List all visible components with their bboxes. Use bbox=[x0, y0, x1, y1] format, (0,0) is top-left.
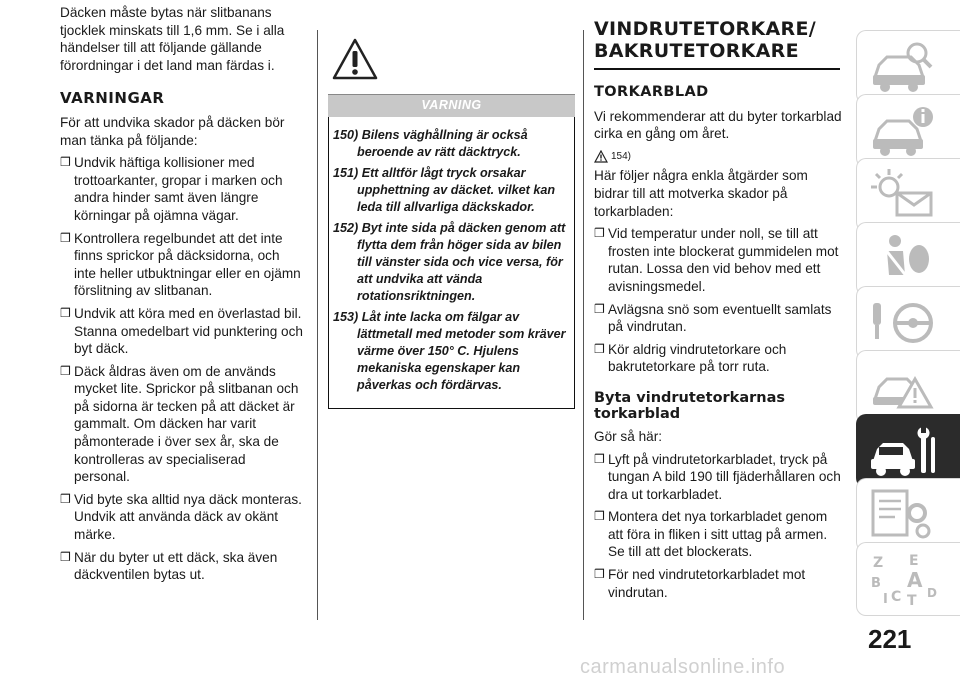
intro-text: Däcken måste bytas när slitbanans tjocklek minskats till 1,6 mm. Se i alla händelser till att följande gällande förordningar i det land man färdas i. bbox=[60, 5, 285, 73]
list-item: ❒ Undvik att köra med en överlastad bil. Stanna omedelbart vid punktering och byt däck. bbox=[60, 305, 303, 357]
checkbox-bullet-icon: ❒ bbox=[594, 301, 605, 316]
list-item: ❒ Vid temperatur under noll, se till att frosten inte blockerat gummidelen mot rutan. Lossa den vid behov med ett avisningsmedel. bbox=[594, 226, 839, 294]
sidebar-tab-emergency[interactable] bbox=[856, 350, 960, 424]
subsection-title: TORKARBLAD bbox=[594, 84, 709, 100]
subsection-title: Byta vindrutetorkarnas torkarblad bbox=[594, 389, 785, 422]
checkbox-bullet-icon: ❒ bbox=[60, 230, 71, 245]
warning-reference: 154) bbox=[594, 148, 846, 166]
svg-text:I: I bbox=[883, 592, 888, 607]
svg-text:Z: Z bbox=[873, 555, 884, 571]
warnings-list bbox=[60, 154, 305, 584]
warnings-heading: VARNINGAR bbox=[60, 89, 165, 108]
sidebar-tab-maintenance[interactable] bbox=[856, 414, 960, 488]
list-item: ❒ Avlägsna snö som eventuellt samlats på vindrutan. bbox=[594, 301, 832, 335]
svg-text:B: B bbox=[871, 576, 881, 591]
list-item: ❒ För ned vindrutetorkarbladet mot vindrutan. bbox=[594, 567, 806, 600]
checkbox-bullet-icon: ❒ bbox=[60, 305, 71, 320]
warnings-lead: För att undvika skador på däcken bör man tänka på följande: bbox=[60, 114, 285, 148]
list-item: ❒ Vid byte ska alltid nya däck monteras. Undvik att använda däck av okänt märke. bbox=[60, 491, 302, 543]
list-item: ❒ Lyft på vindrutetorkarbladet, tryck på tungan A bild 190 till fjäderhållaren och dra ut torkarbladet. bbox=[594, 451, 841, 502]
procedure-intro: Gör så här: bbox=[594, 428, 662, 444]
warning-item: 153) Låt inte lacka om fälgar av lättmetall med metoder som kräver värme över 150° C. Hjulens mekaniska egenskaper kan påverkas och fördärvas. bbox=[333, 309, 566, 392]
column-divider bbox=[317, 30, 318, 620]
technical-data-icon bbox=[869, 487, 939, 543]
checkbox-bullet-icon: ❒ bbox=[594, 567, 605, 582]
sidebar-tab-index[interactable] bbox=[856, 542, 960, 616]
maintenance-icon bbox=[869, 423, 939, 479]
starting-driving-icon bbox=[869, 295, 939, 351]
list-item: ❒ Kör aldrig vindrutetorkare och bakrutetorkare på torr ruta. bbox=[594, 341, 787, 375]
svg-text:T: T bbox=[907, 593, 917, 607]
list-item: ❒ Undvik häftiga kollisioner med trottoarkanter, gropar i marken och andra hinder samt även längre körningar på ojämna vägar. bbox=[60, 155, 283, 223]
column-right bbox=[594, 4, 846, 606]
column-middle bbox=[328, 30, 575, 409]
svg-text:C: C bbox=[891, 589, 902, 605]
warning-item: 150) Bilens väghållning är också beroende av rätt däcktryck. bbox=[333, 127, 528, 159]
sidebar-tab-car-search[interactable] bbox=[856, 30, 960, 104]
title-rule bbox=[594, 68, 840, 70]
checkbox-bullet-icon: ❒ bbox=[60, 155, 71, 170]
sidebar-tab-car-info[interactable] bbox=[856, 94, 960, 168]
list-item: ❒ Däck åldras även om de används mycket lite. Sprickor på slitbanan och på sidorna är tecken på att däcket är gammalt. Om däcken har varit påmonterade i över sex år, ska de kontrolleras av specialiserad personal. bbox=[60, 363, 299, 485]
list-item: ❒ Kontrollera regelbundet att det inte finns sprickor på däcksidorna, och inte heller utbuktningar eller en ojämn förslitning av slitbanan. bbox=[60, 230, 301, 299]
wiper-care-intro: Här följer några enkla åtgärder som bidrar till att motverka skador på torkarbladen: bbox=[594, 168, 808, 219]
checkbox-bullet-icon: ❒ bbox=[594, 226, 605, 241]
warning-item: 151) Ett alltför lågt tryck orsakar upphettning av däcket. vilket kan leda till allvarliga däckskador. bbox=[333, 165, 556, 214]
sidebar-tab-technical-data[interactable] bbox=[856, 478, 960, 552]
svg-text:E: E bbox=[909, 553, 919, 569]
emergency-icon bbox=[869, 359, 939, 415]
small-warning-icon bbox=[594, 150, 608, 163]
procedure-list bbox=[594, 451, 846, 602]
checkbox-bullet-icon: ❒ bbox=[594, 451, 605, 466]
sidebar-tab-safety[interactable] bbox=[856, 222, 960, 296]
page-number: 221 bbox=[868, 624, 912, 654]
list-item: ❒ Montera det nya torkarbladet genom att föra in fliken i sitt uttag på armen. Se till att det blockerats. bbox=[594, 509, 828, 560]
column-left bbox=[60, 4, 305, 589]
car-info-icon bbox=[869, 103, 939, 159]
checkbox-bullet-icon: ❒ bbox=[60, 363, 71, 378]
wiper-care-list bbox=[594, 225, 846, 376]
column-divider bbox=[583, 30, 584, 620]
airbag-seatbelt-icon bbox=[869, 231, 939, 287]
warning-box bbox=[328, 117, 575, 409]
svg-text:A: A bbox=[907, 568, 923, 592]
checkbox-bullet-icon: ❒ bbox=[594, 509, 605, 524]
sidebar-tab-warning-lights[interactable] bbox=[856, 158, 960, 232]
checkbox-bullet-icon: ❒ bbox=[60, 549, 71, 564]
watermark: carmanualsonline.info bbox=[580, 656, 786, 678]
index-icon bbox=[869, 551, 939, 607]
sidebar-tab-starting-driving[interactable] bbox=[856, 286, 960, 360]
checkbox-bullet-icon: ❒ bbox=[594, 341, 605, 356]
checkbox-bullet-icon: ❒ bbox=[60, 491, 71, 506]
warning-label: VARNING bbox=[328, 94, 575, 117]
warning-item: 152) Byt inte sida på däcken genom att flytta dem från höger sida av bilen till vänster sida och vice versa, för att undvika att vända rotationsriktningen. bbox=[333, 220, 566, 303]
warning-triangle-icon bbox=[332, 38, 378, 80]
wiper-recommendation: Vi rekommenderar att du byter torkarblad cirka en gång om året. bbox=[594, 108, 842, 142]
section-title: VINDRUTETORKARE/ BAKRUTETORKARE bbox=[594, 18, 816, 62]
car-search-icon bbox=[869, 39, 939, 95]
list-item: ❒ När du byter ut ett däck, ska även däckventilen bytas ut. bbox=[60, 549, 278, 583]
warning-lights-icon bbox=[869, 167, 939, 223]
svg-text:D: D bbox=[927, 586, 937, 600]
